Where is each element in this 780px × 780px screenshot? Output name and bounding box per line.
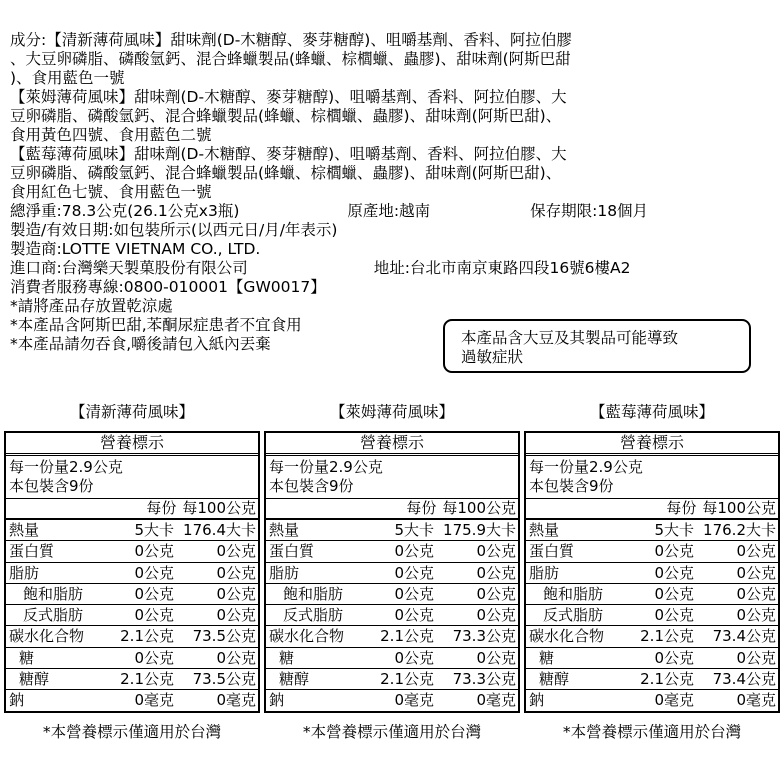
nutrient-per-100g: 0公克 — [476, 584, 516, 603]
serving-size: 每一份量2.9公克 — [9, 458, 123, 476]
nutrient-per-serving: 5大卡 — [654, 521, 694, 539]
nutrient-per-serving: 2.1公克 — [380, 627, 434, 646]
nutrient-name: 反式脂肪 — [543, 606, 604, 625]
nutrient-per-serving: 0公克 — [394, 563, 434, 582]
nutrient-name: 糖 — [539, 648, 555, 667]
nutrient-per-serving: 0公克 — [134, 648, 174, 667]
nutrient-row — [266, 669, 518, 690]
nutrient-name: 反式脂肪 — [283, 606, 344, 625]
nutrient-row — [6, 584, 258, 605]
nutrient-row — [6, 563, 258, 584]
allergen-notice — [443, 319, 751, 373]
nutrition-panel — [524, 402, 780, 742]
importer-row — [10, 259, 776, 278]
nutrient-per-serving: 0公克 — [394, 606, 434, 625]
nutrient-row — [6, 605, 258, 626]
nutrient-per-100g: 0公克 — [216, 584, 256, 603]
nutrient-per-serving: 2.1公克 — [380, 670, 434, 689]
nutrient-row — [266, 541, 518, 562]
footnote: *本營養標示僅適用於台灣 — [562, 722, 742, 741]
nutrition-table — [524, 431, 780, 713]
nutrient-per-100g: 0公克 — [476, 648, 516, 667]
nutrient-per-100g: 0公克 — [736, 584, 776, 603]
flavor-title: 【清新薄荷風味】 — [69, 403, 194, 421]
nutrient-name: 糖醇 — [279, 670, 310, 689]
nutrient-per-serving: 0公克 — [654, 648, 694, 667]
nutrient-per-100g: 0毫克 — [736, 691, 776, 710]
nutrient-row — [526, 605, 778, 626]
nutrient-per-serving: 0毫克 — [394, 691, 434, 710]
nutrient-per-serving: 0毫克 — [654, 691, 694, 710]
nutrient-name: 飽和脂肪 — [543, 584, 604, 603]
serving-info — [526, 456, 778, 499]
flavor-title: 【萊姆薄荷風味】 — [329, 403, 454, 421]
column-headers — [6, 499, 258, 520]
nutrient-per-100g: 0公克 — [736, 606, 776, 625]
ingredients-line: 成分:【清新薄荷風味】甜味劑(D-木糖醇、麥芽糖醇)、咀嚼基劑、香料、阿拉伯膠 — [10, 31, 572, 49]
allergen-notice-line: 本產品含大豆及其製品可能導致 — [461, 329, 679, 347]
net-weight: 總淨重:78.3公克(26.1公克x3瓶) — [10, 202, 240, 220]
nutrient-row — [526, 626, 778, 647]
address: 地址:台北市南京東路四段16號6樓A2 — [373, 259, 631, 277]
nutrient-row — [6, 669, 258, 690]
nutrient-per-100g: 175.9大卡 — [443, 521, 516, 539]
nutrient-name: 蛋白質 — [529, 542, 575, 561]
col-per-100g: 每100公克 — [182, 499, 256, 517]
nutrient-row — [266, 584, 518, 605]
ingredients-line: 食用黃色四號、食用藍色二號 — [10, 126, 212, 144]
nutrient-name: 糖醇 — [19, 670, 50, 689]
allergen-notice-line: 過敏症狀 — [461, 348, 524, 366]
nutrient-name: 蛋白質 — [269, 542, 315, 561]
nutrient-per-serving: 2.1公克 — [640, 670, 694, 689]
col-per-serving: 每份 — [146, 499, 177, 517]
footnote: *本營養標示僅適用於台灣 — [42, 722, 222, 741]
nutrient-per-serving: 2.1公克 — [120, 670, 174, 689]
nutrient-per-serving: 0公克 — [654, 563, 694, 582]
nutrient-row — [266, 520, 518, 541]
flavor-title: 【藍莓薄荷風味】 — [589, 403, 714, 421]
nutrient-per-serving: 0公克 — [654, 542, 694, 561]
nutrient-per-100g: 0公克 — [476, 563, 516, 582]
nutrient-name: 碳水化合物 — [529, 627, 605, 646]
nutrient-per-serving: 0公克 — [134, 606, 174, 625]
nutrient-per-serving: 2.1公克 — [640, 627, 694, 646]
serving-size: 每一份量2.9公克 — [529, 458, 643, 476]
nutrient-name: 脂肪 — [269, 563, 300, 582]
nutrient-per-100g: 0公克 — [216, 606, 256, 625]
nutrient-row — [266, 563, 518, 584]
nutrient-per-serving: 0公克 — [394, 648, 434, 667]
nutrient-name: 飽和脂肪 — [283, 584, 344, 603]
nutrient-row — [266, 690, 518, 710]
nutrient-row — [526, 541, 778, 562]
nutrient-name: 糖 — [279, 648, 295, 667]
nutrition-panel — [264, 402, 520, 742]
nutrient-row — [526, 520, 778, 541]
nutrient-name: 熱量 — [269, 521, 300, 539]
nutrient-per-serving: 0公克 — [134, 584, 174, 603]
servings-per-pack: 本包裝含9份 — [269, 477, 354, 495]
nutrient-per-serving: 0公克 — [654, 606, 694, 625]
nutrient-per-100g: 0毫克 — [476, 691, 516, 710]
column-headers — [266, 499, 518, 520]
nutrient-row — [526, 669, 778, 690]
nutrition-table-title: 營養標示 — [266, 433, 518, 456]
ingredients-line: 豆卵磷脂、磷酸氫鈣、混合蜂蠟製品(蜂蠟、棕櫚蠟、蟲膠)、甜味劑(阿斯巴甜)、 — [10, 164, 562, 182]
servings-per-pack: 本包裝含9份 — [529, 477, 614, 495]
nutrient-per-100g: 176.4大卡 — [183, 521, 256, 539]
nutrient-name: 熱量 — [529, 521, 560, 539]
ingredients-line: 食用紅色七號、食用藍色一號 — [10, 183, 212, 201]
nutrient-per-serving: 0公克 — [134, 542, 174, 561]
nutrient-name: 蛋白質 — [9, 542, 55, 561]
nutrient-per-100g: 0公克 — [736, 542, 776, 561]
nutrient-row — [266, 626, 518, 647]
nutrient-per-serving: 0公克 — [394, 584, 434, 603]
nutrient-name: 糖 — [19, 648, 35, 667]
nutrient-name: 脂肪 — [529, 563, 560, 582]
nutrient-per-100g: 73.5公克 — [192, 670, 256, 689]
nutrient-row — [6, 520, 258, 541]
warning-line: *本產品含阿斯巴甜,苯酮尿症患者不宜食用 — [10, 316, 302, 334]
nutrient-per-serving: 0公克 — [394, 542, 434, 561]
serving-info — [6, 456, 258, 499]
col-per-serving: 每份 — [406, 499, 437, 517]
nutrient-per-100g: 73.3公克 — [452, 670, 516, 689]
nutrition-table-title: 營養標示 — [6, 433, 258, 456]
ingredients-line: 豆卵磷脂、磷酸氫鈣、混合蜂蠟製品(蜂蠟、棕櫚蠟、蟲膠)、甜味劑(阿斯巴甜)、 — [10, 107, 562, 125]
manufacturer: 製造商:LOTTE VIETNAM CO., LTD. — [10, 240, 261, 258]
nutrient-name: 反式脂肪 — [23, 606, 84, 625]
nutrient-per-100g: 73.4公克 — [712, 670, 776, 689]
warning-line: *請將產品存放置乾涼處 — [10, 297, 173, 315]
ingredients-line: 、大豆卵磷脂、磷酸氫鈣、混合蜂蠟製品(蜂蠟、棕櫚蠟、蟲膠)、甜味劑(阿斯巴甜 — [10, 50, 571, 68]
shelf-life: 保存期限:18個月 — [530, 202, 649, 220]
nutrition-table — [264, 431, 520, 713]
nutrient-row — [266, 648, 518, 669]
nutrient-name: 鈉 — [269, 691, 285, 710]
nutrient-row — [526, 690, 778, 710]
nutrient-per-serving: 0公克 — [134, 563, 174, 582]
warning-line: *本產品請勿吞食,嚼後請包入紙內丟棄 — [10, 335, 271, 353]
serving-info — [266, 456, 518, 499]
nutrient-per-100g: 0公克 — [476, 542, 516, 561]
nutrient-name: 碳水化合物 — [269, 627, 345, 646]
serving-size: 每一份量2.9公克 — [269, 458, 383, 476]
nutrition-table — [4, 431, 260, 713]
nutrient-row — [6, 690, 258, 710]
origin: 原產地:越南 — [347, 202, 431, 220]
nutrient-per-serving: 0公克 — [654, 584, 694, 603]
label-text-block — [10, 31, 776, 354]
servings-per-pack: 本包裝含9份 — [9, 477, 94, 495]
nutrient-per-100g: 0公克 — [216, 542, 256, 561]
column-headers — [526, 499, 778, 520]
nutrient-name: 熱量 — [9, 521, 40, 539]
nutrient-name: 脂肪 — [9, 563, 40, 582]
nutrient-row — [6, 648, 258, 669]
nutrient-per-serving: 5大卡 — [134, 521, 174, 539]
nutrient-row — [526, 563, 778, 584]
nutrient-row — [266, 605, 518, 626]
nutrient-per-100g: 0毫克 — [216, 691, 256, 710]
nutrient-row — [526, 584, 778, 605]
nutrient-per-100g: 73.3公克 — [452, 627, 516, 646]
ingredients-line: )、食用藍色一號 — [10, 69, 125, 87]
nutrient-name: 飽和脂肪 — [23, 584, 84, 603]
nutrient-per-100g: 0公克 — [736, 648, 776, 667]
nutrient-name: 碳水化合物 — [9, 627, 85, 646]
nutrition-panel — [4, 402, 260, 742]
nutrient-per-100g: 0公克 — [736, 563, 776, 582]
nutrient-row — [526, 648, 778, 669]
nutrient-per-serving: 0毫克 — [134, 691, 174, 710]
importer: 進口商:台灣樂天製菓股份有限公司 — [10, 259, 248, 277]
nutrient-name: 糖醇 — [539, 670, 570, 689]
nutrient-name: 鈉 — [9, 691, 25, 710]
date-info: 製造/有效日期:如包裝所示(以西元日/月/年表示) — [10, 221, 338, 239]
nutrient-name: 鈉 — [529, 691, 545, 710]
nutrient-per-100g: 0公克 — [216, 648, 256, 667]
net-weight-row — [10, 202, 776, 221]
nutrient-per-100g: 73.4公克 — [712, 627, 776, 646]
col-per-serving: 每份 — [666, 499, 697, 517]
nutrient-per-serving: 5大卡 — [394, 521, 434, 539]
nutrient-per-serving: 2.1公克 — [120, 627, 174, 646]
footnote: *本營養標示僅適用於台灣 — [302, 722, 482, 741]
nutrition-table-title: 營養標示 — [526, 433, 778, 456]
ingredients-line: 【萊姆薄荷風味】甜味劑(D-木糖醇、麥芽糖醇)、咀嚼基劑、香料、阿拉伯膠、大 — [10, 88, 567, 106]
nutrient-per-100g: 0公克 — [216, 563, 256, 582]
hotline: 消費者服務專線:0800-010001【GW0017】 — [10, 278, 326, 296]
col-per-100g: 每100公克 — [702, 499, 776, 517]
nutrient-per-100g: 0公克 — [476, 606, 516, 625]
nutrient-per-100g: 73.5公克 — [192, 627, 256, 646]
nutrient-row — [6, 626, 258, 647]
col-per-100g: 每100公克 — [442, 499, 516, 517]
nutrient-per-100g: 176.2大卡 — [703, 521, 776, 539]
nutrient-row — [6, 541, 258, 562]
ingredients-line: 【藍莓薄荷風味】甜味劑(D-木糖醇、麥芽糖醇)、咀嚼基劑、香料、阿拉伯膠、大 — [10, 145, 567, 163]
